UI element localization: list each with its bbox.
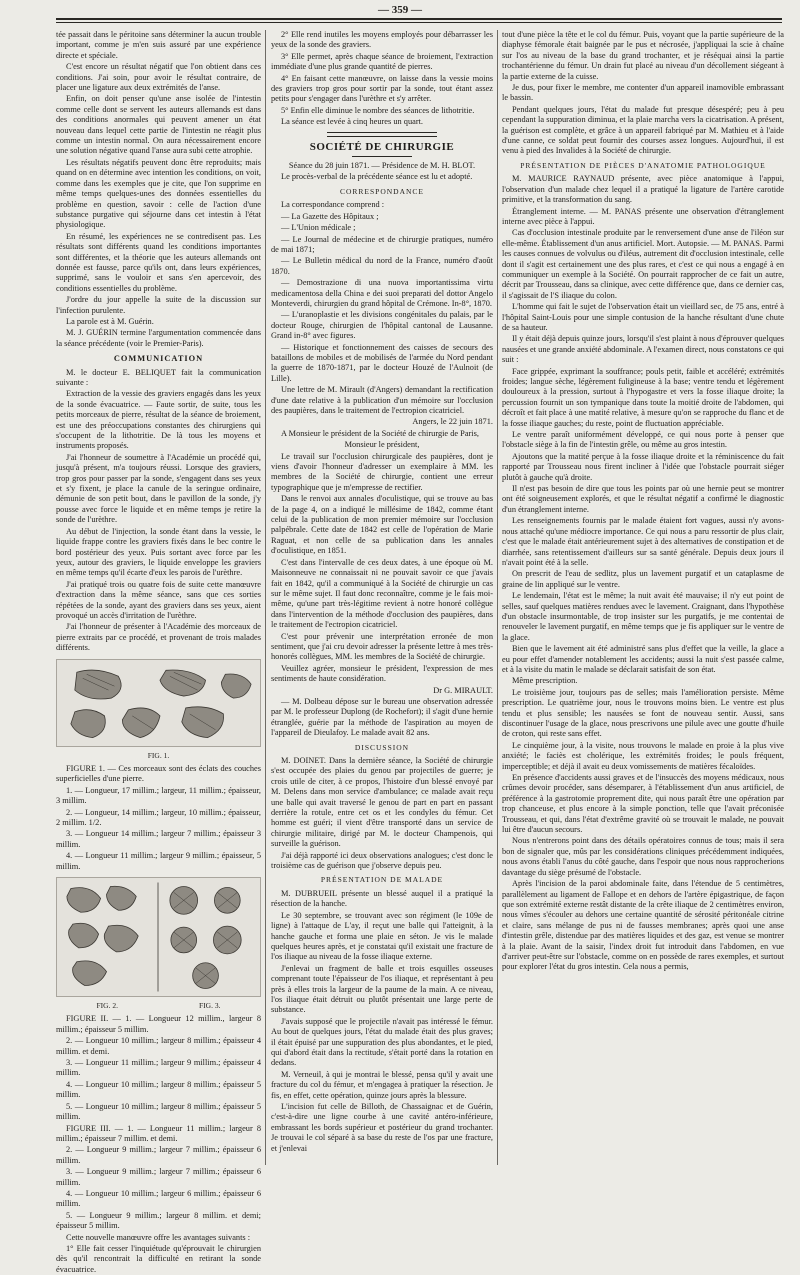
separator — [352, 156, 412, 157]
paragraph: J'ai l'honneur de présenter à l'Académie des morceaux de pierre extraits par ce procédé, et provenant de trois malades différents. — [56, 622, 261, 653]
stone-fragment-shape — [122, 708, 160, 738]
section-heading-pieces-anatomie: PRÉSENTATION DE PIÈCES D'ANATOMIE PATHOLOGIQUE — [520, 160, 766, 170]
list-item: — Demostrazione di una nuova importantissima virtu medicamentosa della China e dei suoi preparati del dottor Angelo Monteverdi, chirurgien du grand hôpital de Crémone. In-8°, 1870. — [271, 278, 493, 308]
paragraph: La séance est levée à cinq heures un quart. — [281, 117, 424, 127]
figure-measurement: 4. — Longueur 11 millim.; largeur 9 millim.; épaisseur, 5 millim. — [56, 851, 261, 871]
figure-measurement: FIGURE II. — 1. — Longueur 12 millim., largeur 8 millim.; épaisseur 5 millim. — [56, 1014, 261, 1034]
figure-measurement: 2. — Longueur, 14 millim.; largeur, 10 millim.; épaisseur, 2 millim. 1/2. — [56, 807, 261, 827]
paragraph: Enfin, on doit penser qu'une anse isolée de l'intestin comme celle dont se servent les auteurs allemands est dans des conditions anormales qui peuvent amener un état nouveau dans lequel cette partie de l'intestin ne réagit plus comme un intestin normal. On aura nécessairement encore une solution négative quand l'anse aura subi cette atrophie. — [56, 94, 261, 156]
paragraph: M. DOINET. Dans la dernière séance, la Société de chirurgie s'est occupée des plaies du genou par projectiles de guerre; je crois utile de citer, à ce propos, l'histoire d'un blessé envoyé par M. Delens dans mon service d'ambulance; ce malade avait reçu une balle qui avait traversé le genou de part en part en passant derrière la rotule, entre cet os et les condyles du fémur. Cet homme est guéri; il vient d'être transporté dans un service de chirurgie militaire, dirigé par M. le docteur Champenois, qui surveille la guérison. — [271, 756, 493, 849]
ornament-separator — [327, 132, 437, 137]
figure-measurement: 5. — Longueur 10 millim.; largeur 8 millim.; épaisseur 5 millim. — [56, 1101, 261, 1122]
paragraph: J'ai pratiqué trois ou quatre fois de suite cette manœuvre d'extraction dans la même séance, sans que ces sorties répétées de la sonde, ayant des graviers dans ses yeux, aient provoqué un accès d'irritation de l'urèthre. — [56, 579, 261, 620]
paragraph: Il y était déjà depuis quinze jours, lorsqu'il s'est plaint à nous d'éprouver quelques nausées et une grande anxiété abdominale. A l'examen direct, nous constatons ce qui suit : — [502, 334, 784, 365]
column-divider — [497, 30, 498, 1165]
paragraph: Face grippée, exprimant la souffrance; pouls petit, faible et accéléré; extrémités froides; langue sèche, légèrement fuligineuse à la base; ventre tendu et légèrement douloureux à la pression, surtout à l'hypogastre et vers la fosse iliaque droite; la percussion fournit un son tympanique dans toute la moitié droite de l'abdomen, qui décroît et fait place à une matité relative, à mesure qu'on se rapproche du flanc et de la fosse iliaque gauches; du reste, point de fluctuation appréciable. — [502, 366, 784, 428]
paragraph: J'enlevai un fragment de balle et trois esquilles osseuses comprenant toute l'épaisseur de l'os iliaque, et représentant à peu près à elles trois la largeur de la paume de la main. A ce niveau, l'os iliaque était détruit ou plutôt présentait une large perte de substance. — [271, 963, 493, 1015]
paragraph: Pendant quelques jours, l'état du malade fut presque désespéré; peu à peu cependant la suppuration diminua, et la plaie marcha vers la cicatrisation. A présent, la guérison est complète, et grâce à un appareil fabriqué par M. Mathieu et à l'aide d'une canne, ce soldat peut fournir des courses assez longues. Aujourd'hui, il est venu à pied des Invalides à la Société de chirurgie. — [502, 104, 784, 156]
list-item: — L'Union médicale ; — [281, 223, 356, 233]
paragraph: Après l'incision de la paroi abdominale faite, dans l'étendue de 5 centimètres, parallèlement au ligament de Fallope et en dehors de l'artère épigastrique, de façon que son extrémité externe restât distante de la crête iliaque de 2 centimètres environ, nous vîmes s'écouler au dehors une certaine quantité de sérosité péritonéale citrine et claire, sans mélange de pus ni de fausses membranes; après quoi une anse d'intestin grêle, distendue par des matières liquides et des gaz, est venue se montrer à la plaie. Avant de la saisir, l'index droit fut introduit dans l'abdomen, en vue d'arriver peut-être sur l'obstacle, comme on en possède de rares exemples, et surtout pour explorer l'état du gros intestin. Cela nous a permis, — [502, 879, 784, 972]
paragraph: 2° Elle rend inutiles les moyens employés pour débarrasser les yeux de la sonde des graviers. — [271, 30, 493, 50]
paragraph: Dans le renvoi aux annales d'oculistique, qui se trouve au bas de la page 4, on a indiqué le millésime de 1842, comme étant celui de la publication de mon premier mémoire sur l'occlusion palpébrale. Cette date de 1842 est celle de l'opération de Marie Raguat, et non celle de sa publication dans les annales d'oculistique, en 1851. — [271, 494, 493, 556]
figure-caption: FIG. 2. — [96, 1001, 118, 1011]
figure-measurement: 3. — Longueur 14 millim.; largeur 7 millim.; épaisseur 3 millim. — [56, 829, 261, 849]
paragraph: Le lendemain, l'état est le même; la nuit avait été mauvaise; il n'y eut point de selles, sauf quelques matières rendues avec le lavement. Craignant, dans l'hypothèse d'un obstacle insurmontable, de trop insister sur les purgatifs, je me contentai de renouveler le lavement purgatif, en même temps que je fis appliquer sur le ventre de la glace. — [502, 591, 784, 642]
paragraph: En résumé, les expériences ne se contredisent pas. Les résultats sont différents quand les conditions importantes sont différentes, et la théorie que les auteurs allemands ont donnée est fausse, parce qu'ils ont, dans leurs expériences, supprimé, sans le vouloir et sans s'en apercevoir, des conditions essentielles du problème. — [56, 231, 261, 293]
paragraph: Au début de l'injection, la sonde étant dans la vessie, le liquide frappe contre les graviers fixés dans le bec contre le bord postérieur des yeux. Puis sortant avec force par les yeux, autour des graviers, le liquide enveloppe les graviers en même temps qu'il écarte d'eux les parois de l'urèthre. — [56, 526, 261, 578]
paragraph: Cas d'occlusion intestinale produite par le renversement d'une anse de l'iléon sur elle-même. Établissement d'un anus artificiel. Mort. Autopsie. — M. PANAS. Parmi les causes connues de volvulus ou d'iléus, autrement dit d'occlusion intestinale, celle dont il s'agit est certainement une des plus rares, et c'est ce qui nous a engagé à en communiquer un exemple à la Société. On pourrait rapprocher de ce fait un autre, décrit par Trousseau, dans sa clinique, avec cette différence que, dans ce dernier cas, il s'agissait de l'S iliaque du colon. — [502, 228, 784, 300]
stone-fragment-shape — [221, 674, 251, 698]
list-item: — L'uranoplastie et les divisions congénitales du palais, par le docteur Rouge, chirurgien de l'hôpital cantonal de Lausanne. Grand in-8° avec figures. — [271, 310, 493, 341]
paragraph: — M. Dolbeau dépose sur le bureau une observation adressée par M. le professeur Duplong (de Rochefort); il s'agit d'une hernie étranglée, guérie par la méthode de l'aspiration au moyen de l'appareil de Dieulafoy. Le malade avait 82 ans. — [271, 696, 493, 738]
paragraph: M. Verneuil, à qui je montrai le blessé, pensa qu'il y avait une fracture du col du fémur, et m'engagea à pratiquer la résection. Je fis, en effet, cette opération, quinze jours après la blessure. — [271, 1069, 493, 1100]
paragraph: M. le docteur E. BELIQUET fait la communication suivante : — [56, 367, 261, 387]
figure-caption: FIG. 3. — [199, 1001, 221, 1011]
list-item: — Le Bulletin médical du nord de la France, numéro d'août 1870. — [271, 256, 493, 276]
section-heading-discussion: DISCUSSION — [354, 742, 410, 752]
stone-fragments-illustration — [57, 660, 260, 746]
paragraph: L'homme qui fait le sujet de l'observation était un vieillard sec, de 75 ans, entré à l'hôpital Saint-Louis pour une simple contusion de la hanche résultant d'une chute de sa hauteur. — [502, 302, 784, 332]
paragraph: M. J. GUÉRIN termine l'argumentation commencée dans la séance précédente (voir le Premier-Paris). — [56, 328, 261, 348]
paragraph: Le travail sur l'occlusion chirurgicale des paupières, dont je viens d'avoir l'honneur d'adresser un exemplaire à MM. les membres de la Société de chirurgie, contient une erreur typographique que je m'empresse de rectifier. — [271, 451, 493, 492]
paragraph: Bien que le lavement ait été administré sans plus d'effet que la veille, la glace a eu pour effet d'amender notablement les accidents; aussi la nuit s'est passée calme, et à la visite du matin le malade se déclarait satisfait de son état. — [502, 644, 784, 674]
paragraph: On prescrit de l'eau de sedlitz, plus un lavement purgatif et un cataplasme de graine de lin appliqué sur le ventre. — [502, 569, 784, 589]
section-heading-communication: COMMUNICATION — [113, 354, 204, 364]
paragraph: 5° Enfin elle diminue le nombre des séances de lithotritie. — [281, 105, 475, 115]
paragraph: Les renseignements fournis par le malade étaient fort vagues, aussi n'y avons-nous attaché qu'une médiocre importance. Ce qui nous a paru ressortir de plus clair, c'est que le malade était antérieurement sujet à des alternatives de constipation et de diarrhée, sans retentissement d'ailleurs sur sa santé générale. Depuis deux jours il n'avait point été à la selle. — [502, 516, 784, 567]
figure-measurement: 4. — Longueur 10 millim.; largeur 8 millim.; épaisseur 5 millim. — [56, 1079, 261, 1100]
column-right — [502, 30, 784, 1165]
paragraph: M. MAURICE RAYNAUD présente, avec pièce anatomique à l'appui, l'observation d'un malade chez lequel il a pratiqué la ligature de l'artère carotide primitive, et la transformation du sang. — [502, 174, 784, 205]
paragraph: Une lettre de M. Mirault (d'Angers) demandant la rectification d'une date relative à la publication d'un mémoire sur l'occlusion des paupières, dans le traitement de l'ectropion cicatriciel. — [271, 385, 493, 415]
paragraph: C'est dans l'intervalle de ces deux dates, à une époque où M. Maisonneuve ne connaissait ni ne pouvait savoir ce que j'avais fait en 1842, qu'il a communiqué à la Société de chirurgie un cas sur le même sujet. Il faut donc reconnaître, comme je le fais moi-même, qu'une part très-légitime revient à notre honoré collègue dans l'intervention de la méthode d'occlusion des paupières, dans le traitement de l'ectropion cicatriciel. — [271, 557, 493, 630]
paragraph: Ajoutons que la matité perçue à la fosse iliaque droite et la réminiscence du fait rapporté par Trousseau nous firent incliner à l'idée que l'obstacle pourrait siéger plutôt à gauche qu'à droite. — [502, 451, 784, 482]
letter-address: A Monsieur le président de la Société de chirurgie de Paris, — [281, 428, 479, 438]
figure-measurement: 3. — Longueur 11 millim.; largeur 9 millim.; épaisseur 4 millim. — [56, 1058, 261, 1078]
list-item: — Historique et fonctionnement des caisses de secours des bataillons de mobiles et de mobilisés de l'armée du Nord pendant la guerre de 1870-1871, par le docteur Houzé de l'Aulnoit (de Lille). — [271, 342, 493, 383]
figure-description: FIGURE 1. — Ces morceaux sont des éclats des couches superficielles d'une pierre. — [56, 763, 261, 784]
figure-measurement: 1. — Longueur, 17 millim.; largeur, 11 millim.; épaisseur, 3 millim. — [56, 785, 261, 806]
stone-fragment-shape — [75, 670, 121, 699]
figure-measurement: 2. — Longueur 10 millim.; largeur 8 millim.; épaisseur 4 millim. et demi. — [56, 1036, 261, 1056]
figure-measurement: 2. — Longueur 9 millim.; largeur 7 millim.; épaisseur 6 millim. — [56, 1145, 261, 1165]
header-rule-thin — [56, 22, 782, 23]
figure-2-3-engraving — [56, 877, 261, 997]
figure-measurement: FIGURE III. — 1. — Longueur 11 millim.; largeur 8 millim.; épaisseur 7 millim. et demi. — [56, 1123, 261, 1143]
paragraph: Le procès-verbal de la précédente séance est lu et adopté. — [281, 172, 473, 182]
paragraph: Le troisième jour, toujours pas de selles; mais l'amélioration persiste. Même prescription. Le quatrième jour, nous le trouvons moins bien. Le ventre est plus tendu et plus sensible; les nausées se font de nouveau sentir. Aussi, sans discontinuer l'usage de la glace, nous prescrivons une pilule avec une goutte d'huile de croton, qui reste sans effet. — [502, 687, 784, 739]
paragraph: Veuillez agréer, monsieur le président, l'expression de mes sentiments de haute considération. — [271, 663, 493, 684]
paragraph: J'ai déjà rapporté ici deux observations analogues; c'est donc le troisième cas de guérison que j'observe depuis peu. — [271, 850, 493, 871]
paragraph: Le cinquième jour, à la visite, nous trouvons le malade en proie à la plus vive anxiété; le faciès est cholérique, les extrémités froides; le pouls fréquent, imperceptible; et déjà il avait eu deux vomissements de matières fécaloïdes. — [502, 740, 784, 771]
column-middle — [271, 30, 493, 1165]
figure-measurement: 4. — Longueur 10 millim.; largeur 6 millim.; épaisseur 6 millim. — [56, 1188, 261, 1209]
page-folio: — 359 — — [378, 4, 422, 16]
letter-signature: Dr G. MIRAULT. — [433, 685, 493, 695]
paragraph: J'avais supposé que le projectile n'avait pas intéressé le fémur. Au bout de quelques jours, l'état du malade était des plus graves; il était épuisé par une suppuration des plus abondantes, et le pied, qui d'abord était dans la rectitude, s'était porté dans la rotation en dedans. — [271, 1016, 493, 1068]
paragraph: J'ai l'honneur de soumettre à l'Académie un procédé qui, jusqu'à présent, m'a toujours réussi. Lorsque des graviers, trop gros pour passer par la sonde, s'engagent dans ses yeux et s'y fixent, je place la canule de la seringue ordinaire, démunie de son petit bout, dans le pavillon de la sonde, j'y pousse avec force le liquide et en même temps je retire la sonde de l'urèthre. — [56, 452, 261, 525]
letter-salutation: Monsieur le président, — [344, 440, 420, 450]
session-line: Séance du 28 juin 1871. — Présidence de M. H. BLOT. — [288, 161, 476, 171]
stone-fragment-shape — [71, 709, 105, 737]
section-heading-societe: SOCIÉTÉ DE CHIRURGIE — [309, 140, 455, 153]
column-left — [56, 30, 261, 1274]
paragraph: M. DUBRUEIL présente un blessé auquel il a pratiqué la résection de la hanche. — [271, 888, 493, 909]
paragraph: Les résultats négatifs peuvent donc être reproduits; mais quand on en détermine avec intention les conditions, on voit, comme dans les exemples que je cite, que l'on supprime en même temps quelques-unes des données essentielles du problème en question, savoir : celle de l'action d'une substance purgative qui séjourne dans cet intestin à l'état physiologique. — [56, 157, 261, 230]
paragraph: Nous n'entrerons point dans des détails opératoires connus de tous; mais il sera bon de signaler que, mûs par les considérations cliniques précédemment indiquées, nous avons établi l'anus du côté gauche, dans l'espoir que nous nous rapprocherions davantage du siège présumé de l'obstacle. — [502, 836, 784, 877]
paragraph: Même prescription. — [512, 676, 578, 686]
paragraph: Étranglement interne. — M. PANAS présente une observation d'étranglement interne avec pièce à l'appui. — [502, 206, 784, 226]
paragraph: C'est pour prévenir une interprétation erronée de mon sentiment, que j'ai cru devoir adresser la présente lettre à mes très-honorés collègues, MM. les membres de la Société de chirurgie. — [271, 631, 493, 662]
paragraph: La correspondance comprend : — [281, 200, 385, 210]
paragraph: Cette nouvelle manœuvre offre les avantages suivants : — [66, 1232, 251, 1242]
paragraph: tée passait dans le péritoine sans déterminer la aucun trouble important, comme je m'en suis assuré par une expérience directe et spéciale. — [56, 30, 261, 60]
column-divider — [265, 30, 266, 1165]
list-item: — La Gazette des Hôpitaux ; — [281, 211, 379, 221]
paragraph: tout d'une pièce la tête et le col du fémur. Puis, voyant que la partie supérieure de la diaphyse fémorale était baignée par le pus et nécrosée, j'appliquai la scie à chaîne sur l'os au niveau de la base du grand trochanter, et je réséquai ainsi la partie trochantérienne du fémur. Un drain fut placé au niveau d'un décollement siégeant à la partie externe de la cuisse. — [502, 30, 784, 81]
figure-1-engraving — [56, 659, 261, 747]
paragraph: Je dus, pour fixer le membre, me contenter d'un appareil inamovible embrassant le bassin. — [502, 83, 784, 103]
figure-measurement: 3. — Longueur 9 millim.; largeur 7 millim.; épaisseur 6 millim. — [56, 1167, 261, 1187]
section-heading-presentation-malade: PRÉSENTATION DE MALADE — [320, 875, 444, 885]
figure-caption-row — [56, 1001, 261, 1011]
paragraph: 3° Elle permet, après chaque séance de broiement, l'extraction immédiate d'une plus grande quantité de pierres. — [271, 51, 493, 72]
stone-fragments-illustration — [57, 878, 260, 996]
figure-caption: FIG. 1. — [147, 750, 170, 760]
paragraph: Le ventre paraît uniformément développé, ce qui nous porte à penser que l'obstacle siège à la fin de l'intestin grêle, ou même au gros intestin. — [502, 430, 784, 450]
figure-measurement: 5. — Longueur 9 millim.; largeur 8 millim. et demi; épaisseur 5 millim. — [56, 1210, 261, 1231]
header-rule — [56, 18, 782, 20]
stone-fragment-shape — [182, 706, 224, 737]
paragraph: Extraction de la vessie des graviers engagés dans les yeux de la sonde évacuatrice. — Faute sortir, de suite, tous les petits morceaux de pierre, résultat de la séance de broiement, est une des préoccupations constantes des chirurgiens qui s'occupent de la lithotritie. De là tous les moyens et instruments proposés. — [56, 389, 261, 451]
paragraph: La parole est à M. Guérin. — [66, 316, 154, 326]
letter-place-date: Angers, le 22 juin 1871. — [412, 417, 493, 427]
paragraph: En présence d'accidents aussi graves et de l'insuccès des moyens médicaux, nous crûmes devoir procéder, sans désemparer, à l'établissement d'un anus artificiel, de préférence à la gastrotomie proprement dite, qui nous paraît être une opération par trop chanceuse, et plus encore à la simple ponction, telle que l'avait préconisée Trousseau, et qui, dans l'état d'extrême gravité où se trouvait le malade, ne pouvait lui être d'aucun secours. — [502, 773, 784, 835]
paragraph: J'ordre du jour appelle la suite de la discussion sur l'infection purulente. — [56, 295, 261, 315]
paragraph: 4° En faisant cette manœuvre, on laisse dans la vessie moins des graviers trop gros pour sortir par la sonde, tout étant assez petits pour s'engager dans l'urèthre et s'y arrêter. — [271, 73, 493, 104]
paragraph: Il n'est pas besoin de dire que tous les points par où une hernie peut se montrer ont été soigneusement explorés, et que le résultat négatif a confirmé le diagnostic d'un étranglement interne. — [502, 484, 784, 514]
list-item: — Le Journal de médecine et de chirurgie pratiques, numéro de mai 1871; — [271, 234, 493, 254]
section-heading-correspondance: CORRESPONDANCE — [339, 186, 424, 196]
paragraph: C'est encore un résultat négatif que l'on obtient dans ces conditions. J'ai soin, pour avoir le résultat contraire, de placer une ligature aux deux extrémités de l'anse. — [56, 62, 261, 93]
paragraph: Le 30 septembre, se trouvant avec son régiment (le 109e de ligne) à l'attaque de L'ay, il reçut une balle qui l'atteignit, à la hanche gauche et forma une plaie en séton. Je vis le malade quelques heures après, et je constatai qu'il existait une fracture de l'os iliaque au niveau de la fosse iliaque externe. — [271, 910, 493, 962]
paragraph: 1° Elle fait cesser l'inquiétude qu'éprouvait le chirurgien dès qu'il rencontrait la difficulté en retirant la sonde évacuatrice. — [56, 1243, 261, 1274]
paragraph: L'incision fut celle de Billoth, de Chassaignac et de Guérin, c'est-à-dire une ligne courbe à une cavité antéro-inférieure, embrassant les bords supérieur et postérieur du grand trochanter. Je trouvai le col séparé à sa base du reste de l'os par une fracture, et j'enlevai — [271, 1102, 493, 1153]
